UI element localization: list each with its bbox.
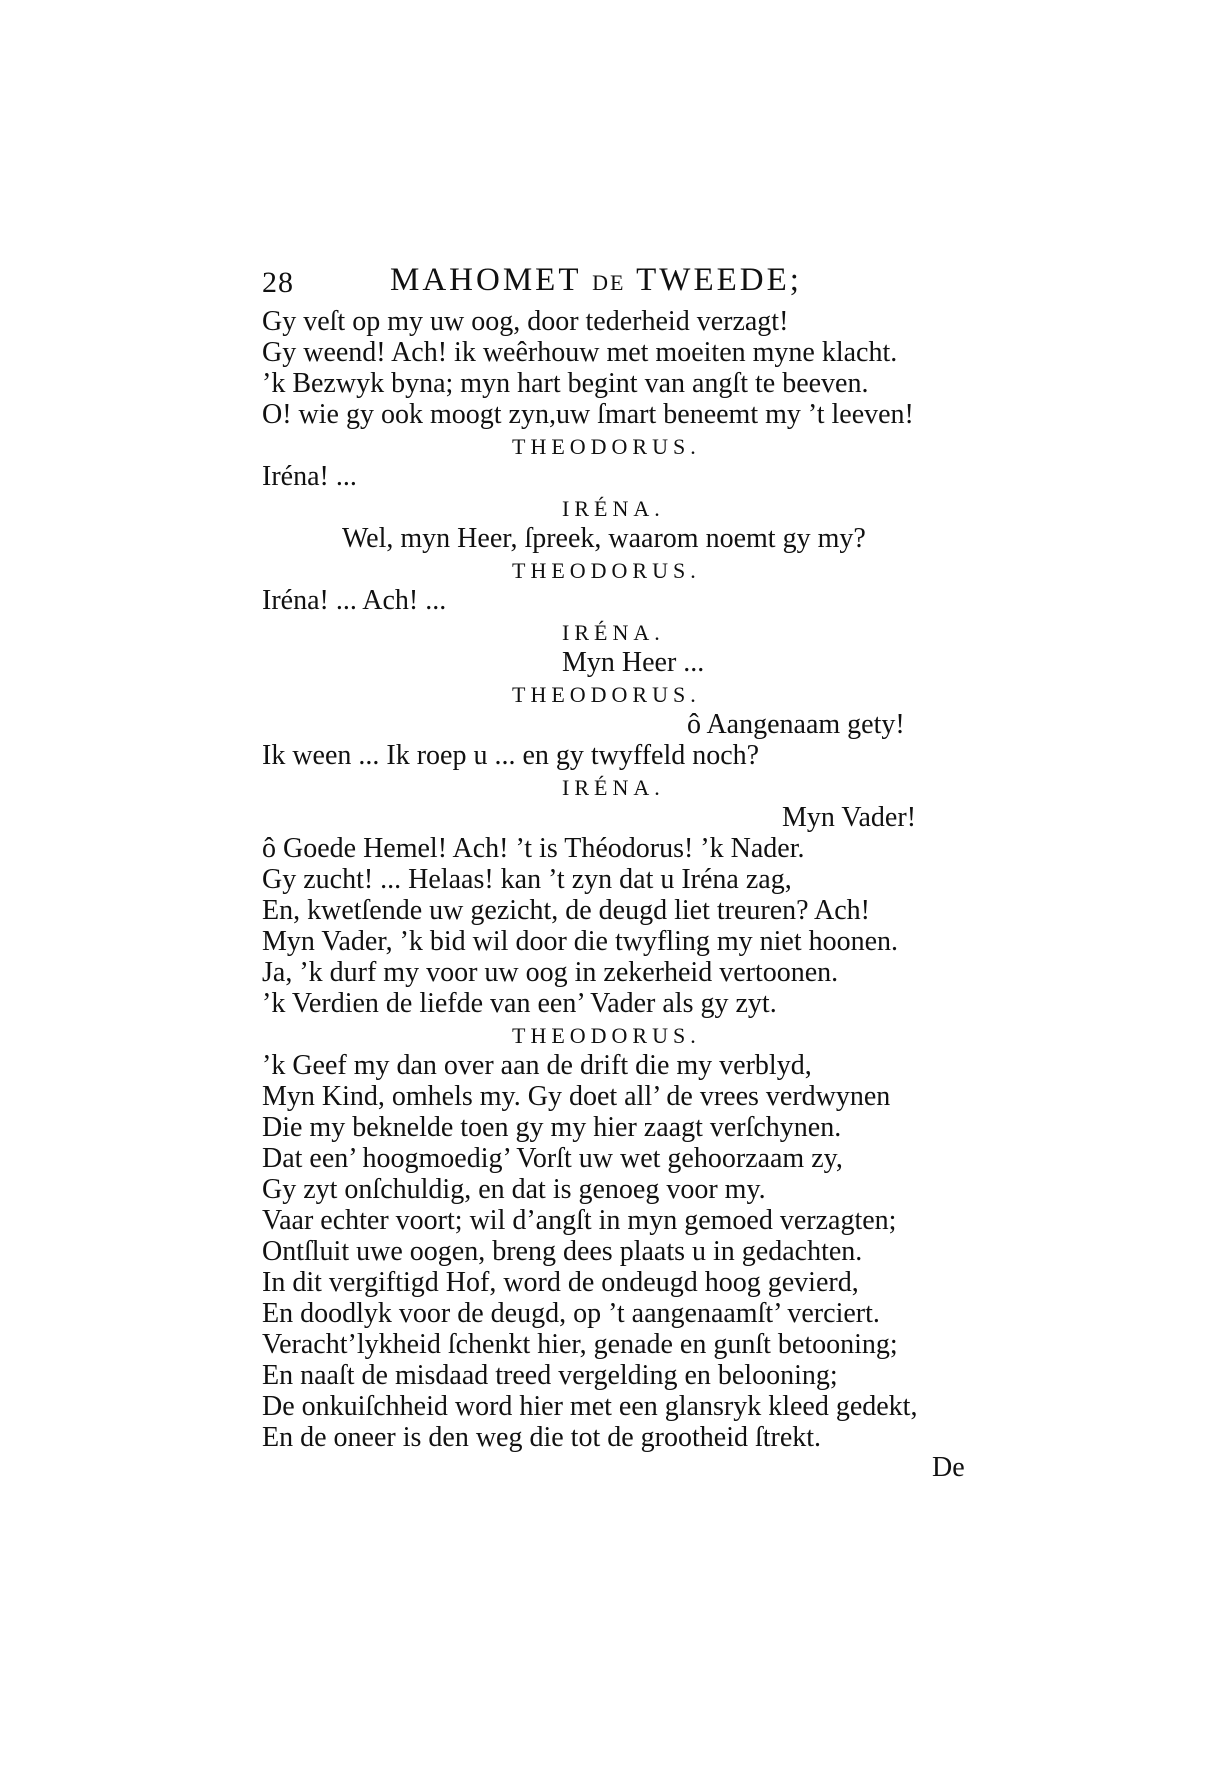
speaker-label: THEODORUS. [512,558,701,583]
speaker-label: IRÉNA. [562,620,665,645]
verse-line: De onkuiſchheid word hier met een glansryk kleed gedekt, [262,1391,918,1422]
verse-line: ô Aangenaam gety! [687,709,905,740]
speaker-label: THEODORUS. [512,434,701,459]
verse-line: Myn Heer ... [562,647,705,678]
verse-line: En doodlyk voor de deugd, op ’t aangenaamſt’ verciert. [262,1298,880,1329]
verse-line: Gy weend! Ach! ik weêrhouw met moeiten myne klacht. [262,337,898,368]
verse-line: In dit vergiftigd Hof, word de ondeugd hoog gevierd, [262,1267,859,1298]
verse-line: ô Goede Hemel! Ach! ’t is Théodorus! ’k Nader. [262,833,805,864]
verse-line: ’k Verdien de liefde van een’ Vader als gy zyt. [262,988,777,1019]
speaker-label: THEODORUS. [512,1023,701,1048]
speaker-label: IRÉNA. [562,775,665,800]
speaker-name [262,678,982,709]
verse-line: Myn Vader! [782,802,917,833]
running-title-part-3: TWEEDE; [636,262,802,298]
running-title-part-1: MAHOMET [390,262,581,298]
speaker-label: THEODORUS. [512,682,701,707]
verse-line: Vaar echter voort; wil d’angſt in myn gemoed verzagten; [262,1205,897,1236]
verse-line: Ja, ’k durf my voor uw oog in zekerheid vertoonen. [262,957,839,988]
verse-line: Gy zucht! ... Helaas! kan ’t zyn dat u Iréna zag, [262,864,792,895]
speaker-name [262,1019,982,1050]
verse-line: Iréna! ... Ach! ... [262,585,447,616]
speaker-name [262,554,982,585]
verse-line: Veracht’lykheid ſchenkt hier, genade en gunſt betooning; [262,1329,898,1360]
speaker-name [262,430,982,461]
verse-line: O! wie gy ook moogt zyn,uw ſmart beneemt my ’t leeven! [262,399,914,430]
verse-line: Myn Vader, ’k bid wil door die twyfling my niet hoonen. [262,926,899,957]
verse-line: ’k Geef my dan over aan de drift die my verblyd, [262,1050,812,1081]
verse-line: Iréna! ... [262,461,357,492]
verse-line: En de oneer is den weg die tot de grootheid ſtrekt. [262,1422,822,1453]
verse-line: Ontſluit uwe oogen, breng dees plaats u in gedachten. [262,1236,863,1267]
verse-line: Die my beknelde toen gy my hier zaagt verſchynen. [262,1112,842,1143]
verse-line: En naaſt de misdaad treed vergelding en belooning; [262,1360,838,1391]
running-title [390,262,802,299]
verse-line: Gy zyt onſchuldig, en dat is genoeg voor my. [262,1174,766,1205]
verse-line: Dat een’ hoogmoedig’ Vorſt uw wet gehoorzaam zy, [262,1143,843,1174]
speaker-name [262,492,982,523]
verse-line: ’k Bezwyk byna; myn hart begint van angſt te beeven. [262,368,869,399]
verse-line: Myn Kind, omhels my. Gy doet all’ de vrees verdwynen [262,1081,891,1112]
verse-line: Ik ween ... Ik roep u ... en gy twyffeld noch? [262,740,760,771]
verse-line: En, kwetſende uw gezicht, de deugd liet treuren? Ach! [262,895,870,926]
verse-line: Gy veſt op my uw oog, door tederheid verzagt! [262,306,789,337]
running-header [262,262,982,308]
running-title-part-2: DE [592,270,626,295]
speaker-name [262,616,982,647]
speaker-label: IRÉNA. [562,496,665,521]
verse-line: Wel, myn Heer, ſpreek, waarom noemt gy my? [342,523,866,554]
catchword: De [932,1452,965,1483]
verse-text [262,306,982,1453]
speaker-name [262,771,982,802]
page-number: 28 [262,266,294,299]
